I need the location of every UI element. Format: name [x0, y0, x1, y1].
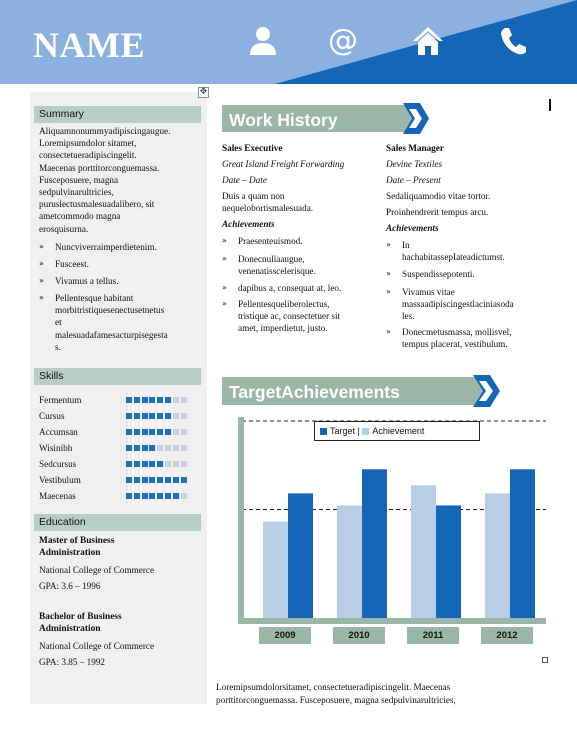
achievement-line: In — [402, 240, 410, 250]
work-history-title: Work History — [229, 110, 338, 130]
legend-label-achievement: Achievement — [372, 426, 425, 436]
education-heading: Education — [34, 514, 201, 531]
skill-level-filled — [134, 397, 140, 403]
bar-target-2009 — [288, 493, 313, 618]
achievement-text — [402, 268, 547, 280]
skill-level-empty — [181, 461, 187, 467]
skill-level-filled — [142, 445, 148, 451]
job-dates: Date – Present — [386, 175, 441, 185]
skill-row — [39, 474, 199, 486]
education-degree: Administration — [39, 624, 101, 634]
summary-bullet-line: et — [55, 317, 62, 328]
summary-bullet-item — [39, 241, 199, 253]
chart-x-axis — [238, 618, 546, 624]
summary-heading: Summary — [34, 106, 201, 123]
skill-level-filled — [126, 429, 132, 435]
skill-level-empty — [181, 445, 187, 451]
at-sign-icon: @ — [328, 23, 358, 58]
bar-achievement-2010 — [337, 505, 362, 618]
target-achievements-title: TargetAchievements — [229, 382, 400, 402]
legend-label-target: Target — [330, 426, 356, 436]
chart-resize-handle[interactable] — [542, 657, 548, 663]
skill-level-filled — [142, 413, 148, 419]
skill-level-filled — [149, 429, 155, 435]
skill-level-empty — [181, 413, 187, 419]
legend-swatch-achievement — [362, 428, 369, 435]
achievement-line: hachabitassepIateadictumst. — [402, 252, 505, 262]
skill-level-empty — [165, 445, 171, 451]
achievement-line: Vivamus vitae — [402, 287, 455, 297]
skill-level-filled — [157, 413, 163, 419]
skill-level-filled — [165, 397, 171, 403]
achievement-text — [238, 235, 383, 247]
home-icon — [411, 24, 445, 58]
skill-row — [39, 442, 199, 454]
summary-bullet-text — [55, 258, 195, 270]
chart-y-axis — [238, 417, 244, 624]
job-description: Sedaliquamodio vitae tortor. — [386, 191, 491, 201]
achievement-line: tempus placerat, vestibulum. — [402, 339, 508, 349]
chevron-bullet-icon: » — [386, 240, 391, 249]
skill-level-filled — [149, 493, 155, 499]
skill-level-filled — [157, 493, 163, 499]
summary-bullet-line: s. — [55, 341, 61, 352]
achievement-line: Suspendissepotenti. — [402, 269, 475, 279]
skill-name: Fermentum — [39, 395, 82, 405]
education-gpa: GPA: 3.85 – 1992 — [39, 657, 106, 667]
achievement-line: tristique ac, consectetuer sit — [238, 311, 341, 321]
skill-row — [39, 458, 199, 470]
chevron-bullet-icon: » — [222, 254, 227, 263]
skill-level-filled — [126, 413, 132, 419]
legend-separator: | — [357, 426, 360, 436]
skill-level-filled — [157, 397, 163, 403]
skill-level-empty — [173, 413, 179, 419]
skill-row — [39, 490, 199, 502]
chevron-bullet-icon: » — [39, 242, 44, 251]
summary-line: Loremipsumdolor sitamet, — [39, 138, 137, 149]
bar-achievement-2012 — [485, 493, 510, 618]
skill-level-filled — [142, 429, 148, 435]
summary-bullet-text — [55, 275, 195, 287]
summary-bullet-line: Pellentesque habitant — [55, 293, 134, 303]
job-description: Duis a quam non — [222, 191, 285, 201]
skill-level-filled — [149, 397, 155, 403]
skill-level-filled — [126, 461, 132, 467]
job-title: Sales Executive — [222, 143, 283, 153]
skill-level-filled — [157, 429, 163, 435]
skill-level-filled — [165, 493, 171, 499]
skill-level-filled — [134, 445, 140, 451]
legend-swatch-target — [320, 428, 327, 435]
skill-level-filled — [149, 477, 155, 483]
skill-name: Accumsan — [39, 427, 78, 437]
education-gpa: GPA: 3.6 – 1996 — [39, 581, 101, 591]
education-school: National College of Commerce — [39, 565, 155, 575]
footer-line: porttitorconguemassa. Fusceposuere, magna sedpulvinarultricies, — [216, 694, 456, 705]
achievement-line: Donecnullaaugue, — [238, 254, 305, 264]
education-degree: Master of Business — [39, 536, 115, 546]
job-company: Great Island Freight Forwarding — [222, 159, 345, 169]
summary-line: Aliquamnonummyadipiscingaugue. — [39, 126, 171, 136]
summary-bullet-text — [55, 292, 195, 353]
bar-target-2012 — [510, 469, 535, 618]
achievement-item — [386, 286, 546, 322]
chevron-bullet-icon: » — [39, 259, 44, 268]
skill-level-filled — [181, 477, 187, 483]
chevron-bullet-icon: » — [39, 276, 44, 285]
achievement-line: massaadipiscingestlaciniasoda — [402, 299, 514, 309]
skill-level-empty — [181, 493, 187, 499]
skill-level-filled — [142, 477, 148, 483]
job-dates: Date – Date — [222, 175, 267, 185]
skill-row — [39, 426, 199, 438]
skill-level-empty — [181, 429, 187, 435]
achievement-line: Pellentesqueliberolectus, — [238, 299, 330, 309]
summary-line: puruslectusmalesuadalibero, sit — [39, 199, 155, 210]
skill-row — [39, 410, 199, 422]
achievement-line: venenatisscelerisque. — [238, 266, 316, 276]
achievement-text — [402, 286, 547, 322]
education-school: National College of Commerce — [39, 641, 155, 651]
summary-bullet-line: morbitristiquesenectusetnetus — [55, 305, 165, 316]
skill-level-empty — [173, 461, 179, 467]
chevron-bullet-icon: » — [222, 236, 227, 245]
x-axis-label: 2011 — [407, 627, 459, 644]
achievement-item — [222, 235, 382, 247]
achievement-text — [238, 253, 383, 277]
table-move-handle[interactable]: ✥ — [199, 87, 208, 97]
skill-row — [39, 394, 199, 406]
skill-level-empty — [173, 445, 179, 451]
achievement-line: dapibus a, consequat at, leo. — [238, 283, 342, 293]
achievement-item — [222, 282, 382, 294]
skill-name: Maecenas — [39, 491, 76, 501]
footer-line: Loremipsumdolorsitamet, consectetueradipiscingelit. Maecenas — [216, 682, 451, 692]
skill-level-filled — [134, 461, 140, 467]
skill-name: Wisinibh — [39, 443, 73, 453]
summary-bullet-text — [55, 241, 195, 253]
bar-target-2011 — [436, 505, 461, 618]
skill-name: Cursus — [39, 411, 65, 421]
chevron-bullet-icon: » — [386, 269, 391, 278]
chart-legend — [314, 421, 480, 441]
skill-level-filled — [149, 445, 155, 451]
skill-level-filled — [134, 477, 140, 483]
achievement-line: Praesenteuismod. — [238, 236, 303, 246]
chevron-bullet-icon: » — [386, 287, 391, 296]
skill-level-filled — [126, 493, 132, 499]
skill-level-empty — [173, 397, 179, 403]
resume-name[interactable]: NAME — [33, 25, 145, 65]
summary-bullet-line: Nuncviverraimperdietenim. — [55, 242, 157, 252]
job-description: Proinhendrerit tempus arcu. — [386, 207, 489, 217]
chevron-bullet-icon: » — [386, 327, 391, 336]
chevron-bullet-icon: » — [222, 283, 227, 292]
skill-level-empty — [157, 445, 163, 451]
summary-bullet-item — [39, 258, 199, 270]
skill-level-filled — [157, 477, 163, 483]
skill-level-filled — [142, 493, 148, 499]
achievement-item — [386, 326, 546, 350]
footer-paragraph[interactable] — [216, 681, 516, 706]
summary-bullet-line: Fusceest. — [55, 259, 89, 269]
skill-level-filled — [149, 461, 155, 467]
header-bar — [0, 0, 577, 84]
skill-level-filled — [134, 413, 140, 419]
summary-bullet-item — [39, 292, 199, 353]
summary-line: Maecenas porttitorconguemassa. — [39, 162, 160, 173]
skill-level-empty — [181, 397, 187, 403]
chevron-bullet-icon: » — [222, 299, 227, 308]
achievements-label: Achievements — [386, 223, 439, 233]
achievement-text — [402, 326, 547, 350]
phone-icon — [496, 24, 530, 58]
achievement-line: Donecmetusmassa, mollisvel, — [402, 327, 512, 337]
summary-bullet-line: malesuadafamesacturpisegesta — [55, 329, 168, 340]
skill-level-filled — [126, 445, 132, 451]
achievement-item — [386, 268, 546, 280]
summary-bullet-line: Vivamus a tellus. — [55, 276, 119, 286]
x-axis-label: 2010 — [333, 627, 385, 644]
achievements-label: Achievements — [222, 219, 275, 229]
summary-line: erosquisurna. — [39, 223, 89, 234]
summary-line: Fusceposuere, magna — [39, 174, 119, 185]
person-icon — [246, 24, 280, 58]
summary-line: consectetueradipiscingelit. — [39, 150, 137, 161]
skill-level-filled — [126, 397, 132, 403]
skill-level-filled — [157, 461, 163, 467]
achievement-item — [222, 253, 382, 277]
skill-level-filled — [134, 493, 140, 499]
bar-achievement-2009 — [263, 522, 288, 618]
skill-level-filled — [126, 477, 132, 483]
skill-level-filled — [165, 429, 171, 435]
job-title: Sales Manager — [386, 143, 444, 153]
job-company: Devine Textiles — [386, 159, 443, 169]
summary-line: sedpulvinarultricies, — [39, 187, 114, 197]
bar-achievement-2011 — [411, 485, 436, 618]
x-axis-label: 2012 — [481, 627, 533, 644]
skill-level-empty — [165, 461, 171, 467]
x-axis-label: 2009 — [259, 627, 311, 644]
job-description: nequelobortismalesuada. — [222, 203, 314, 213]
skill-level-filled — [165, 477, 171, 483]
achievement-text — [402, 239, 547, 263]
summary-bullet-item — [39, 275, 199, 287]
skill-level-filled — [165, 413, 171, 419]
skill-level-filled — [149, 413, 155, 419]
skill-level-filled — [173, 493, 179, 499]
skill-level-filled — [134, 429, 140, 435]
education-degree: Bachelor of Business — [39, 612, 122, 622]
text-cursor — [549, 99, 551, 111]
skill-level-empty — [173, 429, 179, 435]
achievement-line: amet, imperdietut, justo. — [238, 323, 328, 333]
chevron-bullet-icon: » — [39, 293, 44, 302]
summary-line: ametcommodo magna — [39, 211, 121, 222]
skill-name: Vestibulum — [39, 475, 81, 485]
achievement-item — [222, 298, 382, 334]
achievement-text — [238, 282, 383, 294]
skill-level-filled — [173, 477, 179, 483]
achievement-item — [386, 239, 546, 263]
achievement-line: les. — [402, 311, 415, 321]
education-degree: Administration — [39, 548, 101, 558]
skill-level-filled — [142, 461, 148, 467]
achievement-text — [238, 298, 383, 334]
skills-heading: Skills — [34, 368, 201, 385]
bar-target-2010 — [362, 469, 387, 618]
skill-level-filled — [142, 397, 148, 403]
skill-name: Sedcursus — [39, 459, 77, 469]
